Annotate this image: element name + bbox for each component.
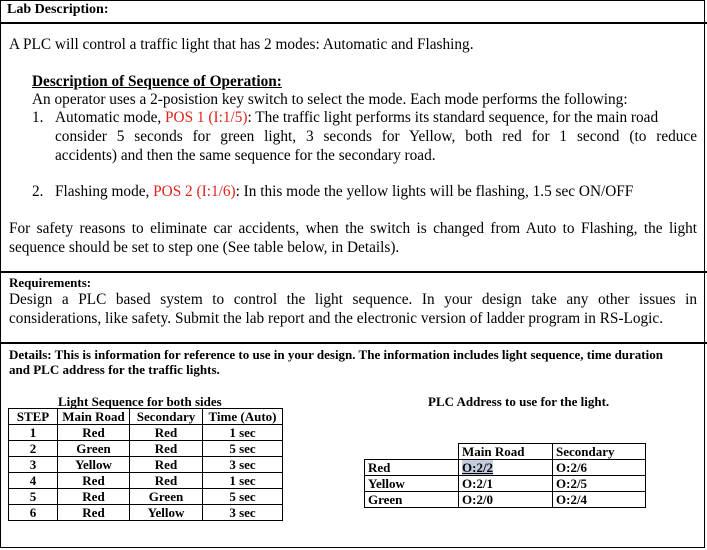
intro-text: A PLC will control a traffic light that has 2 modes: Automatic and Flashing. [9, 36, 474, 53]
table-row [9, 457, 283, 473]
plc-header-main-road: Main Road [459, 444, 553, 460]
time-cell: 3 sec [203, 457, 283, 473]
list-num-1: 1. [32, 109, 44, 126]
safety-line2: sequence should be set to step one (See table below, in Details). [9, 239, 400, 256]
table-row [9, 441, 283, 457]
plc-address-caption: PLC Address to use for the light. [428, 394, 610, 409]
time-cell: 5 sec [203, 489, 283, 505]
requirements-heading: Requirements: [9, 275, 92, 290]
plc-main-road-cell: O:2/1 [459, 476, 553, 492]
plc-secondary-cell: O:2/6 [553, 460, 646, 476]
list-num-2: 2. [32, 183, 44, 200]
divider-details [0, 342, 707, 344]
secondary-cell: Red [130, 441, 203, 457]
header-step: STEP [9, 409, 58, 425]
light-sequence-caption: Light Sequence for both sides [58, 394, 222, 409]
step-cell: 6 [9, 505, 58, 521]
table-row [9, 489, 283, 505]
auto-mode-line1-rest: : The traffic light performs its standard sequence, for the main road [247, 109, 659, 126]
main-road-cell: Green [58, 441, 130, 457]
auto-mode-line3: accidents) and then the same sequence for the secondary road. [55, 147, 436, 164]
step-cell: 3 [9, 457, 58, 473]
time-cell: 1 sec [203, 473, 283, 489]
plc-secondary-cell: O:2/5 [553, 476, 646, 492]
header-time-auto: Time (Auto) [203, 409, 283, 425]
step-cell: 5 [9, 489, 58, 505]
plc-main-road-cell [459, 460, 553, 476]
light-sequence-table [8, 408, 283, 521]
secondary-cell: Yellow [130, 505, 203, 521]
sequence-heading: Description of Sequence of Operation: [32, 73, 282, 90]
details-line1: Details: This is information for reference to use in your design. The information includes light sequence, time duration [9, 347, 663, 362]
secondary-cell: Red [130, 457, 203, 473]
plc-header-secondary: Secondary [553, 444, 646, 460]
time-cell: 1 sec [203, 425, 283, 441]
flash-mode-line [55, 183, 633, 201]
auto-mode-line1 [55, 109, 658, 127]
time-cell: 3 sec [203, 505, 283, 521]
secondary-cell: Red [130, 425, 203, 441]
divider-requirements [0, 271, 707, 273]
main-road-cell: Yellow [58, 457, 130, 473]
auto-mode-label: Automatic mode, [55, 109, 162, 126]
details-line2: and PLC address for the traffic lights. [9, 362, 220, 377]
step-cell: 2 [9, 441, 58, 457]
main-road-cell: Red [58, 473, 130, 489]
pos2-address: POS 2 (I:1/6) [153, 183, 236, 200]
header-main-road: Main Road [58, 409, 130, 425]
safety-line1: For safety reasons to eliminate car accidents, when the switch is changed from Auto to Flashing, the light [9, 220, 697, 237]
table-row [365, 460, 646, 476]
plc-light-cell: Red [365, 460, 459, 476]
time-cell: 5 sec [203, 441, 283, 457]
plc-light-cell: Yellow [365, 476, 459, 492]
divider-top [0, 22, 707, 24]
plc-header-blank [365, 444, 459, 460]
highlighted-address: O:2/2 [462, 460, 494, 475]
step-cell: 1 [9, 425, 58, 441]
plc-light-cell: Green [365, 492, 459, 508]
step-cell: 4 [9, 473, 58, 489]
table-row [365, 492, 646, 508]
table-row [9, 473, 283, 489]
plc-secondary-cell: O:2/4 [553, 492, 646, 508]
main-road-cell: Red [58, 505, 130, 521]
secondary-cell: Green [130, 489, 203, 505]
auto-mode-line2: consider 5 seconds for green light, 3 seconds for Yellow, both red for 1 second (to reduce [55, 128, 697, 145]
light-sequence-header-row [9, 409, 283, 425]
plc-main-road-cell: O:2/0 [459, 492, 553, 508]
table-row [9, 425, 283, 441]
table-row [9, 505, 283, 521]
flash-mode-label: Flashing mode, [55, 183, 150, 200]
plc-address-table [364, 443, 646, 508]
lab-description-title: Lab Description: [7, 2, 109, 17]
sequence-lead: An operator uses a 2-posistion key switch to select the mode. Each mode performs the following: [32, 91, 628, 108]
plc-header-row [365, 444, 646, 460]
pos1-address: POS 1 (I:1/5) [165, 109, 248, 126]
requirements-line2: considerations, like safety. Submit the lab report and the electronic version of ladder program in RS-Logic. [9, 310, 664, 327]
main-road-cell: Red [58, 425, 130, 441]
header-secondary: Secondary [130, 409, 203, 425]
secondary-cell: Red [130, 473, 203, 489]
flash-mode-rest: : In this mode the yellow lights will be flashing, 1.5 sec ON/OFF [235, 183, 634, 200]
table-row [365, 476, 646, 492]
main-road-cell: Red [58, 489, 130, 505]
requirements-line1: Design a PLC based system to control the light sequence. In your design take any other issues in [9, 291, 697, 308]
